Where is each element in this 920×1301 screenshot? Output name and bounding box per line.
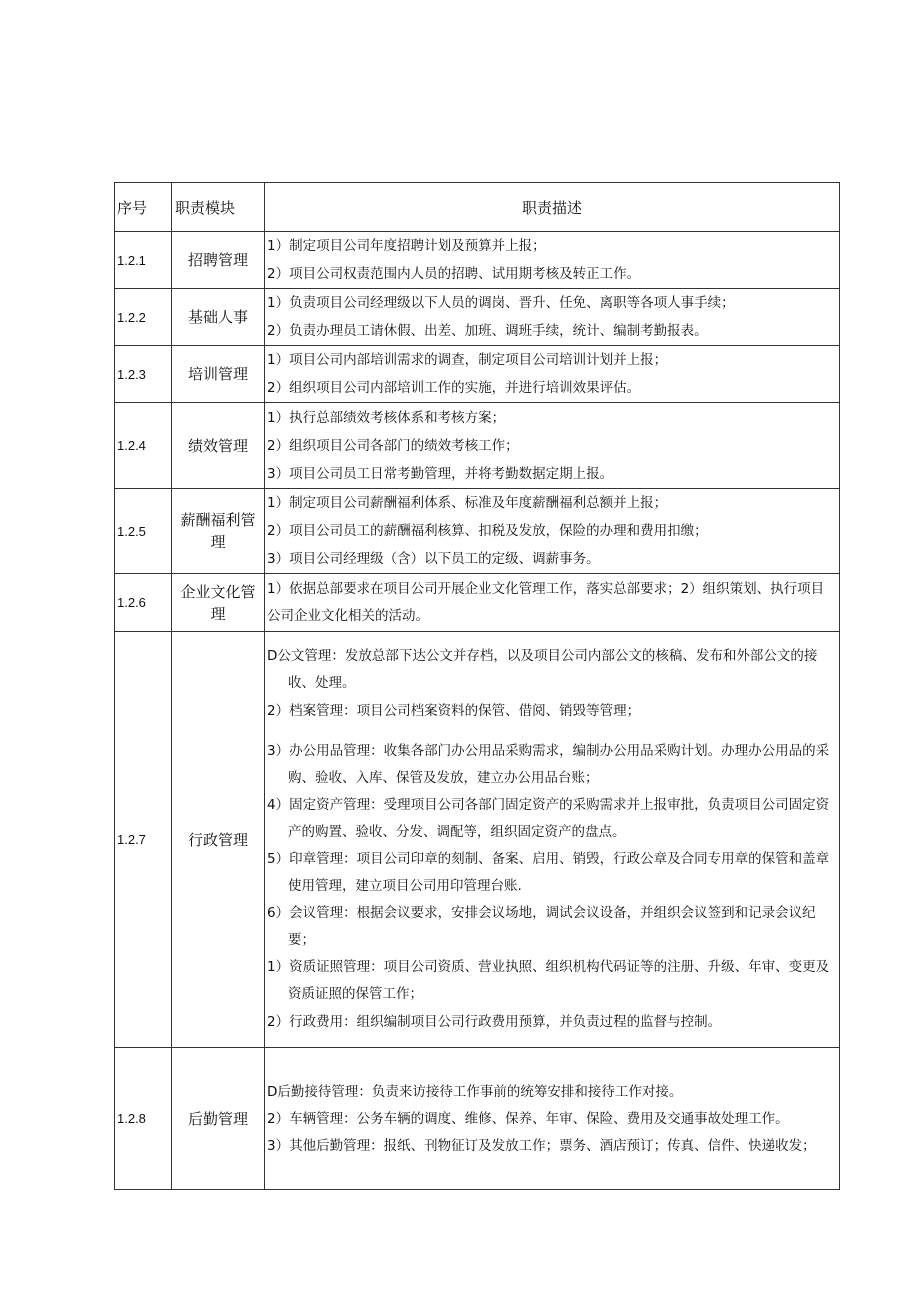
- row-desc: [265, 632, 840, 1048]
- row-id: 1.2.7: [115, 632, 172, 1048]
- desc-line: 2）车辆管理：公务车辆的调度、维修、保养、年审、保险、费用及交通事故处理工作。: [267, 1110, 789, 1127]
- desc-line: D后勤接待管理：负责来访接待工作事前的统筹安排和接待工作对接。: [267, 1083, 683, 1100]
- desc-line: 3）项目公司员工日常考勤管理，并将考勤数据定期上报。: [267, 465, 614, 482]
- row-id: 1.2.2: [115, 289, 172, 346]
- row-desc: [265, 289, 840, 346]
- row-id: 1.2.4: [115, 403, 172, 489]
- table-row: [115, 632, 840, 1048]
- row-desc: [265, 346, 840, 403]
- table-row: [115, 232, 840, 289]
- row-id: 1.2.1: [115, 232, 172, 289]
- desc-line: 5）印章管理：项目公司印章的刻制、备案、启用、销毁，行政公章及合同专用章的保管和盖章使用管理，建立项目公司用印管理台账.: [267, 851, 830, 894]
- table-row: [115, 489, 840, 574]
- desc-line: 1）依据总部要求在项目公司开展企业文化管理工作，落实总部要求；2）组织策划、执行项目公司企业文化相关的活动。: [267, 580, 825, 624]
- row-module: 后勤管理: [172, 1048, 265, 1190]
- row-module: 绩效管理: [172, 403, 265, 489]
- row-module: 基础人事: [172, 289, 265, 346]
- desc-line: 4）固定资产管理：受理项目公司各部门固定资产的采购需求并上报审批，负责项目公司固定资产的购置、验收、分发、调配等，组织固定资产的盘点。: [267, 797, 830, 840]
- row-id: 1.2.6: [115, 574, 172, 632]
- desc-line: D公文管理：发放总部下达公文并存档，以及项目公司内部公文的核稿、发布和外部公文的接收、处理。: [267, 648, 818, 691]
- row-id: 1.2.5: [115, 489, 172, 574]
- row-module: 培训管理: [172, 346, 265, 403]
- desc-line: 1）制定项目公司年度招聘计划及预算并上报；: [267, 238, 546, 254]
- desc-line: 1）资质证照管理：项目公司资质、营业执照、组织机构代码证等的注册、升级、年审、变更及资质证照的保管工作；: [267, 959, 830, 1002]
- duty-table: [114, 182, 840, 1190]
- desc-line: 1）负责项目公司经理级以下人员的调岗、晋升、任免、离职等各项人事手续；: [267, 295, 735, 311]
- row-module: 招聘管理: [172, 232, 265, 289]
- table-row: [115, 1048, 840, 1190]
- table-header-row: [115, 183, 840, 232]
- table-row: [115, 346, 840, 403]
- desc-line: 3）办公用品管理：收集各部门办公用品采购需求，编制办公用品采购计划。办理办公用品的采购、验收、入库、保管及发放，建立办公用品台账；: [267, 743, 830, 786]
- row-module: 行政管理: [172, 632, 265, 1048]
- header-desc: 职责描述: [265, 183, 840, 232]
- desc-line: 3）其他后勤管理：报纸、刊物征订及发放工作；票务、酒店预订；传真、信件、快递收发；: [267, 1137, 816, 1154]
- desc-line: 2）组织项目公司各部门的绩效考核工作；: [267, 437, 519, 454]
- desc-line: 1）制定项目公司薪酬福利体系、标准及年度薪酬福利总额并上报；: [267, 495, 668, 511]
- row-desc: [265, 489, 840, 574]
- row-id: 1.2.8: [115, 1048, 172, 1190]
- row-desc: [265, 232, 840, 289]
- desc-line: 2）负责办理员工请休假、出差、加班、调班手续，统计、编制考勤报表。: [267, 323, 708, 339]
- table-row: [115, 289, 840, 346]
- row-desc: [265, 1048, 840, 1190]
- header-id: 序号: [115, 183, 172, 232]
- desc-line: 6）会议管理：根据会议要求，安排会议场地，调试会议设备，并组织会议签到和记录会议纪要；: [267, 905, 816, 948]
- desc-line: 2）项目公司权责范围内人员的招聘、试用期考核及转正工作。: [267, 266, 641, 282]
- desc-line: 2）行政费用：组织编制项目公司行政费用预算，并负责过程的监督与控制。: [267, 1014, 722, 1030]
- desc-line: 2）组织项目公司内部培训工作的实施，并进行培训效果评估。: [267, 380, 641, 396]
- table-row: [115, 574, 840, 632]
- row-module: 企业文化管理: [172, 574, 265, 632]
- row-desc: [265, 403, 840, 489]
- desc-line: 3）项目公司经理级（含）以下员工的定级、调薪事务。: [267, 551, 600, 567]
- desc-line: 1）执行总部绩效考核体系和考核方案；: [267, 409, 506, 426]
- row-module: 薪酬福利管理: [172, 489, 265, 574]
- row-desc: [265, 574, 840, 632]
- header-module: 职责模块: [172, 183, 265, 232]
- row-id: 1.2.3: [115, 346, 172, 403]
- table-row: [115, 403, 840, 489]
- desc-line: 1）项目公司内部培训需求的调查，制定项目公司培训计划并上报；: [267, 352, 668, 368]
- desc-line: 2）档案管理：项目公司档案资料的保管、借阅、销毁等管理；: [267, 703, 641, 719]
- desc-line: 2）项目公司员工的薪酬福利核算、扣税及发放，保险的办理和费用扣缴；: [267, 523, 708, 539]
